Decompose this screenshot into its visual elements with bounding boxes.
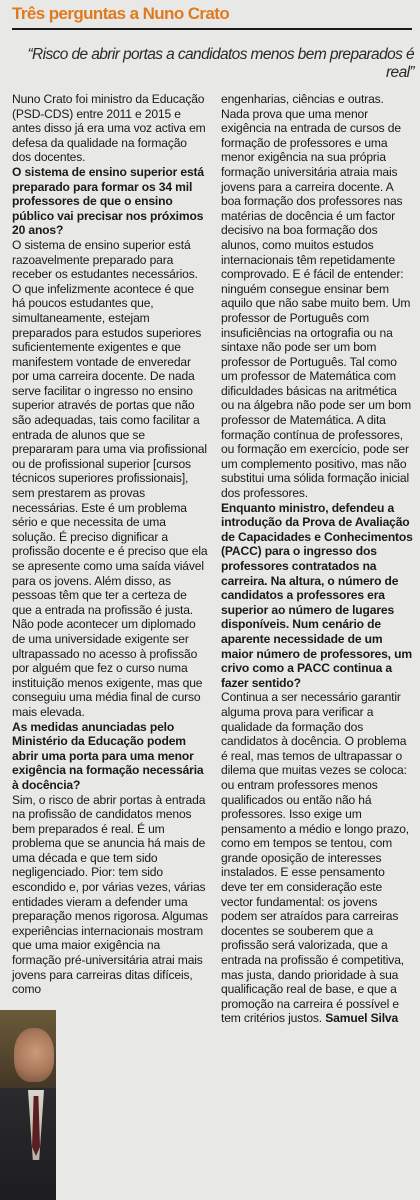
answer-2-continued: engenharias, ciências e outras. Nada prova que uma menor exigência na entrada de cursos de formação de professores e uma menor exigência na sua própria formação universitária atraia mais jovens para a carreira docente. A boa formação dos professores nas matérias de docência é um factor decisivo na boa formação dos alunos, como muitos estudos internacionais têm repetidamente comprovado. E é fácil de entender: ninguém consegue ensinar bem aquilo que não sabe muito bem. Um professor de Português com insuficiências na ortografia ou na sintaxe não pode ser um bom professor de Português. Tal como um professor de Matemática com dificuldades básicas na aritmética ou na álgebra não pode ser um bom professor de Matemática. A dita formação contínua de professores, ou formação em exercício, pode ser um complemento positivo, mas não substitui uma sólida formação inicial dos professores.	[221, 92, 412, 501]
question-2: As medidas anunciadas pelo Ministério da Educação podem abrir uma porta para uma menor exigência na formação necessária à docência?	[12, 719, 204, 792]
author-byline: Samuel Silva	[325, 1011, 399, 1026]
answer-3-text: Continua a ser necessário garantir alguma prova para verificar a qualidade da formação dos candidatos à docência. O problema é real, mas temos de ultrapassar o dilema que muitas vezes se coloca: ou entram professores menos qualificados ou então não há professores. Isso exige um pensamento a médio e longo prazo, como em tempos se tentou, com grande oposição de interesses instalados. E esse pensamento deve ter em consideração este vector fundamental: os jovens podem ser atraídos para carreiras docentes se souberem que a profissão será valorizada, que a entrada na profissão é competitiva, mas justa, dando prioridade à sua qualificação real de base, e que a promoção na carreira é possível e tem critérios justos.	[221, 690, 410, 1026]
article-header	[0, 0, 420, 34]
portrait-head	[14, 1028, 54, 1082]
question-1: O sistema de ensino superior está preparado para formar os 34 mil professores de que o ensino público vai precisar nos próximos 20 anos?	[12, 164, 204, 238]
answer-2: Sim, o risco de abrir portas à entrada na profissão de candidatos menos bem preparados é real. É um problema que se anuncia há mais de uma década e que tem sido negligenciado. Pior: tem sido escondido e, por várias vezes, várias entidades vieram a defender uma preparação menos rigorosa. Algumas experiências internacionais mostram que uma maior exigência na formação pré-universitária atrai mais jovens para carreiras ditas difíceis, como	[12, 792, 208, 997]
question-3: Enquanto ministro, defendeu a introdução da Prova de Avaliação de Capacidades e Conhecimentos (PACC) para o ingresso dos professores contratados na carreira. Na altura, o número de candidatos a professores era superior ao número de lugares disponíveis. Num cenário de aparente necessidade de um maior número de professores, um crivo como a PACC continua a fazer sentido?	[221, 500, 413, 690]
title-divider	[12, 28, 412, 30]
answer-1: O sistema de ensino superior está razoavelmente preparado para receber os estudantes necessários. O que infelizmente acontece é que há poucos estudantes que, simultaneamente, estejam preparados para estudos superiores suficientemente exigentes e que manifestem vontade de enveredar por uma carreira docente. De nada serve facilitar o ingresso no ensino superior através de portas que não são adequadas, tais como facilitar a entrada de alunos que se prepararam para uma via profissional ou de profissional superior [cursos técnicos superiores profissionais], sem prestarem as provas necessárias. Este é um problema sério e que necessita de uma solução. É preciso dignificar a profissão docente e é preciso que ela se apresente como uma saída viável para os jovens. Além disso, as pessoas têm que ter a certeza de que a entrada na profissão é justa. Não pode acontecer um diplomado de uma universidade exigente ser ultrapassado no acesso à profissão por alguém que fez o curso numa instituição menos exigente, mas que conseguiu uma média final de curso mais elevada.	[12, 237, 208, 719]
portrait-suit	[0, 1088, 56, 1200]
left-column	[12, 92, 208, 997]
intro-paragraph: Nuno Crato foi ministro da Educação (PSD-CDS) entre 2011 e 2015 e antes disso já era uma voz activa em defesa da qualidade na formação dos docentes.	[12, 92, 206, 165]
section-title: Três perguntas a Nuno Crato	[12, 4, 230, 23]
right-column	[221, 92, 413, 1026]
answer-3	[221, 690, 413, 1026]
portrait-photo	[0, 1010, 56, 1200]
pull-quote: “Risco de abrir portas a candidatos menos bem preparados é real”	[27, 46, 414, 81]
